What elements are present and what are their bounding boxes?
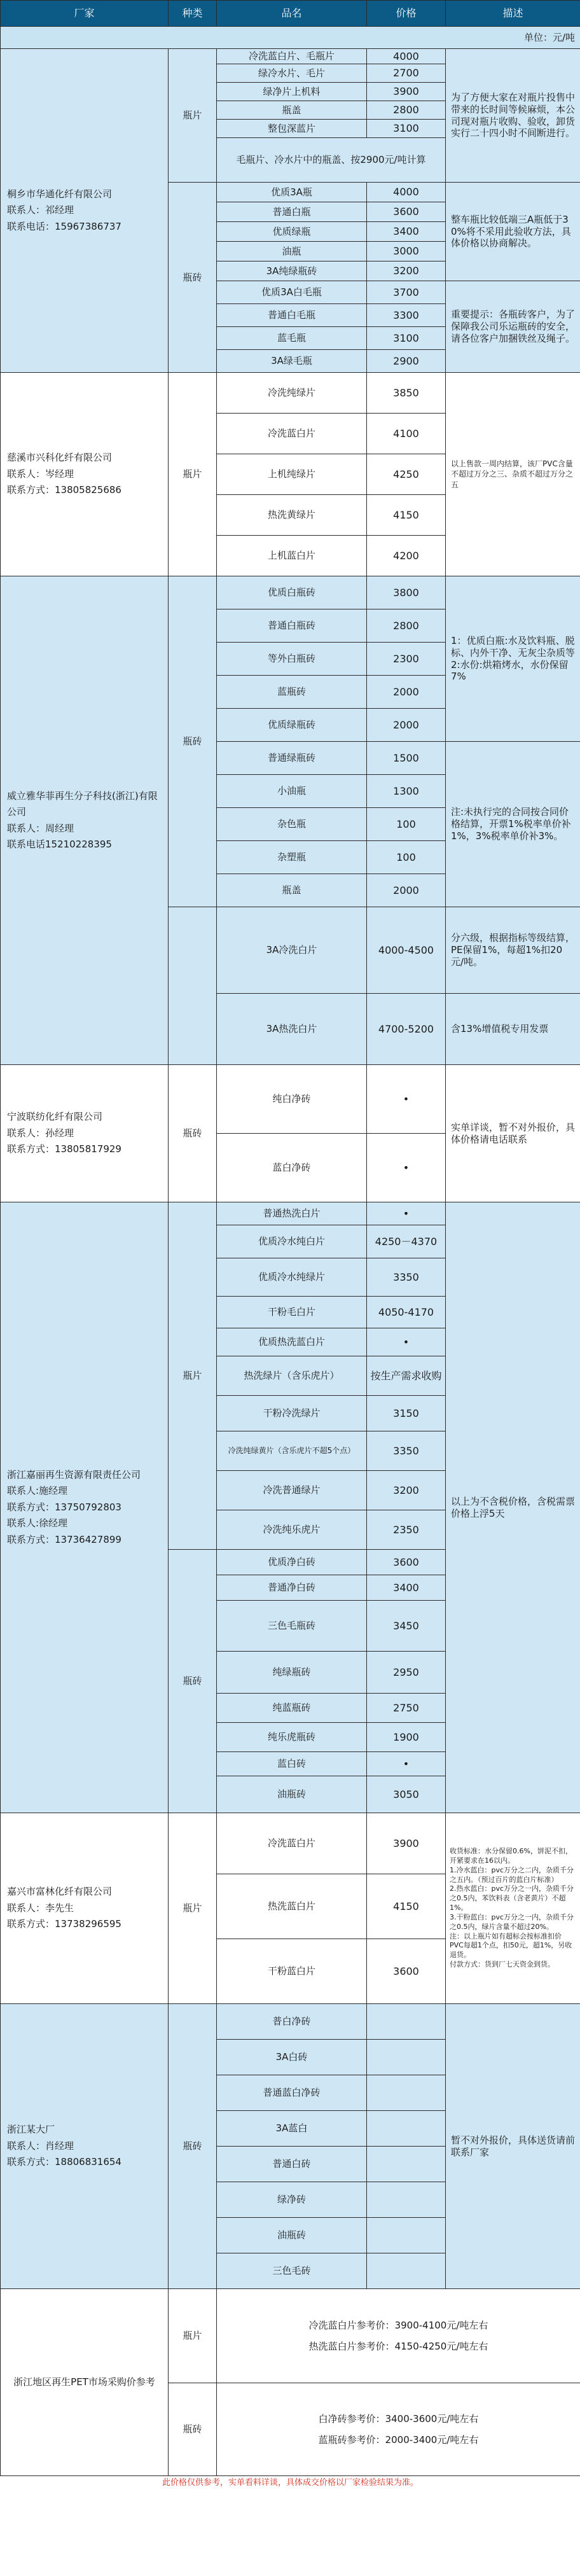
header-description: 描述 xyxy=(446,1,580,27)
table-row xyxy=(1,1202,580,1225)
product-price: 3050 xyxy=(367,1776,446,1813)
product-name: 上机蓝白片 xyxy=(217,536,367,576)
description-cell: 含13%增值税专用发票 xyxy=(446,994,580,1065)
product-price: • xyxy=(367,1328,446,1356)
product-name: 瓶盖 xyxy=(217,101,367,120)
product-name: 热洗绿片（含乐虎片） xyxy=(217,1356,367,1396)
product-name: 冷洗纯绿片 xyxy=(217,373,367,414)
product-name: 热洗黄绿片 xyxy=(217,495,367,536)
product-price: 2300 xyxy=(367,643,446,676)
company-contact: 联系人：肖经理 xyxy=(7,2140,74,2152)
product-name: 3A热洗白片 xyxy=(217,994,367,1065)
product-name: 热洗蓝白片 xyxy=(217,1874,367,1939)
product-name: 小油瓶 xyxy=(217,775,367,808)
table-row xyxy=(1,2289,580,2383)
product-name: 普白净砖 xyxy=(217,2004,367,2040)
company-cell xyxy=(1,2289,169,2476)
product-name: 优质3A瓶 xyxy=(217,183,367,202)
product-name: 3A白砖 xyxy=(217,2040,367,2075)
product-name: 3A蓝白 xyxy=(217,2111,367,2147)
product-price xyxy=(367,2218,446,2253)
type-cell: 瓶砖 xyxy=(169,183,217,373)
product-price: 3600 xyxy=(367,1939,446,2004)
product-price: 3100 xyxy=(367,120,446,138)
product-name: 三色毛砖 xyxy=(217,2253,367,2289)
product-name: 杂塑瓶 xyxy=(217,841,367,874)
product-price: 2800 xyxy=(367,609,446,643)
product-name: 普通白瓶砖 xyxy=(217,609,367,643)
unit-row xyxy=(1,27,580,49)
company-phone: 联系方式：13738296595 xyxy=(7,1918,121,1930)
product-price xyxy=(367,2075,446,2111)
product-price xyxy=(367,2004,446,2040)
product-price xyxy=(367,2253,446,2289)
table-row xyxy=(1,1813,580,1874)
company-cell xyxy=(1,373,169,576)
product-name: 3A冷洗白片 xyxy=(217,907,367,994)
reference-price-line: 冷洗蓝白片参考价：3900-4100元/吨左右 xyxy=(308,2319,488,2331)
header-product: 品名 xyxy=(217,1,367,27)
product-price: 3150 xyxy=(367,1396,446,1431)
company-cell xyxy=(1,49,169,373)
product-name: 干粉蓝白片 xyxy=(217,1939,367,2004)
product-price: 3600 xyxy=(367,1550,446,1575)
table-row xyxy=(1,49,580,64)
product-price: 3700 xyxy=(367,281,446,304)
company-phone-2: 联系方式：13736427899 xyxy=(7,1533,121,1545)
product-name: 普通热洗白片 xyxy=(217,1202,367,1225)
product-name: 纯乐虎瓶砖 xyxy=(217,1723,367,1752)
product-price: 3300 xyxy=(367,304,446,327)
description-cell: 以上为不含税价格，含税需票价格上浮5天 xyxy=(446,1202,580,1813)
product-name: 普通绿瓶砖 xyxy=(217,742,367,775)
product-price: 3400 xyxy=(367,1575,446,1601)
table-row xyxy=(1,2004,580,2040)
product-name: 优质冷水纯绿片 xyxy=(217,1258,367,1297)
product-price: 3600 xyxy=(367,202,446,222)
product-name: 蓝瓶砖 xyxy=(217,676,367,709)
product-name: 优质净白砖 xyxy=(217,1550,367,1575)
product-price: 4000 xyxy=(367,49,446,64)
footer-row xyxy=(1,2476,580,2491)
product-price: 4250－4370 xyxy=(367,1225,446,1258)
description-cell: 整车瓶比较低端三A瓶低于30%将不采用此验收方法，具体价格以协商解决。 xyxy=(446,183,580,281)
product-price: • xyxy=(367,1065,446,1134)
product-price: 1500 xyxy=(367,742,446,775)
product-price: 2750 xyxy=(367,1694,446,1723)
product-name: 纯绿瓶砖 xyxy=(217,1652,367,1694)
product-price: 2950 xyxy=(367,1652,446,1694)
product-name: 三色毛瓶砖 xyxy=(217,1601,367,1652)
company-phone: 联系方式：18806831654 xyxy=(7,2156,121,2168)
type-cell: 瓶片 xyxy=(169,49,217,183)
company-name: 宁波联纺化纤有限公司 xyxy=(7,1111,103,1123)
product-price: 3450 xyxy=(367,1601,446,1652)
company-phone: 联系电话：15967386737 xyxy=(7,220,121,232)
product-name: 优质3A白毛瓶 xyxy=(217,281,367,304)
product-name: 绿冷水片、毛片 xyxy=(217,64,367,83)
company-cell xyxy=(1,1065,169,1202)
product-price: 2000 xyxy=(367,874,446,907)
product-price: 2000 xyxy=(367,676,446,709)
product-name: 油瓶砖 xyxy=(217,2218,367,2253)
type-cell: 瓶片 xyxy=(169,2289,217,2383)
product-price: 3200 xyxy=(367,261,446,281)
reference-price-line: 白净砖参考价：3400-3600元/吨左右 xyxy=(318,2412,479,2425)
product-price: 按生产需求收购 xyxy=(367,1356,446,1396)
product-price: 3850 xyxy=(367,373,446,414)
type-cell: 瓶砖 xyxy=(169,2004,217,2289)
company-phone: 联系方式：13805825686 xyxy=(7,484,121,496)
product-price: 3900 xyxy=(367,83,446,101)
product-name: 上机纯绿片 xyxy=(217,454,367,495)
type-cell: 瓶片 xyxy=(169,373,217,576)
product-name: 蓝白净砖 xyxy=(217,1134,367,1202)
type-cell: 瓶砖 xyxy=(169,576,217,907)
product-name: 优质绿瓶 xyxy=(217,222,367,242)
header-factory: 厂家 xyxy=(1,1,169,27)
product-price: 2800 xyxy=(367,101,446,120)
product-name: 纯白净砖 xyxy=(217,1065,367,1134)
product-name: 绿净砖 xyxy=(217,2182,367,2218)
company-contact-2: 联系人:徐经理 xyxy=(7,1517,68,1529)
table-row xyxy=(1,576,580,609)
product-name: 冷洗纯绿黄片（含乐虎片不超5个点） xyxy=(217,1431,367,1471)
product-price: 3200 xyxy=(367,1471,446,1510)
product-price: 3800 xyxy=(367,576,446,609)
reference-price-cell xyxy=(217,2383,580,2476)
product-name: 普通白砖 xyxy=(217,2147,367,2182)
header-price: 价格 xyxy=(367,1,446,27)
product-name: 优质热洗蓝白片 xyxy=(217,1328,367,1356)
product-name: 冷洗纯乐虎片 xyxy=(217,1510,367,1550)
reference-price-cell xyxy=(217,2289,580,2383)
product-name: 油瓶 xyxy=(217,242,367,261)
product-name: 蓝毛瓶 xyxy=(217,327,367,350)
header-type: 种类 xyxy=(169,1,217,27)
company-contact: 联系人：岑经理 xyxy=(7,468,74,480)
product-name: 普通白毛瓶 xyxy=(217,304,367,327)
product-price: 4250 xyxy=(367,454,446,495)
product-name: 冷洗蓝白片 xyxy=(217,414,367,454)
type-cell: 瓶片 xyxy=(169,1813,217,2004)
product-price: • xyxy=(367,1134,446,1202)
company-contact: 联系人：周经理 xyxy=(7,822,74,834)
product-name: 优质绿瓶砖 xyxy=(217,709,367,742)
footer-disclaimer: 此价格仅供参考，实单看料详谈，具体成交价格以厂家检验结果为准。 xyxy=(1,2476,580,2491)
description-cell: 注:未执行完的合同按合同价格结算，开票1%税率单价补1%，3%税率单价补3%。 xyxy=(446,742,580,907)
company-name: 嘉兴市富林化纤有限公司 xyxy=(7,1886,113,1898)
description-cell: 分六级，根据指标等级结算，PE保留1%，每超1%扣20元/吨。 xyxy=(446,907,580,994)
product-name: 普通蓝白净砖 xyxy=(217,2075,367,2111)
product-price: 3350 xyxy=(367,1258,446,1297)
product-name: 优质白瓶砖 xyxy=(217,576,367,609)
company-cell xyxy=(1,2004,169,2289)
company-name: 桐乡市华通化纤有限公司 xyxy=(7,188,113,200)
header-row xyxy=(1,1,580,27)
company-phone: 联系方式：13750792803 xyxy=(7,1501,121,1513)
type-cell: 瓶片 xyxy=(169,1202,217,1550)
product-price xyxy=(367,2111,446,2147)
product-name: 冷洗蓝白片 xyxy=(217,1813,367,1874)
product-price: • xyxy=(367,1752,446,1776)
product-name: 干粉毛白片 xyxy=(217,1297,367,1328)
product-price: 4700-5200 xyxy=(367,994,446,1065)
product-price xyxy=(367,2147,446,2182)
type-cell: 瓶砖 xyxy=(169,2383,217,2476)
type-cell: 瓶砖 xyxy=(169,1065,217,1202)
product-price: 4000-4500 xyxy=(367,907,446,994)
product-name: 蓝白砖 xyxy=(217,1752,367,1776)
unit-label: 单位：元/吨 xyxy=(1,27,580,49)
company-phone: 联系电话15210228395 xyxy=(7,839,112,850)
table-row xyxy=(1,373,580,414)
table-row xyxy=(1,1065,580,1134)
product-name: 优质冷水纯白片 xyxy=(217,1225,367,1258)
company-contact: 联系人：孙经理 xyxy=(7,1127,74,1139)
company-cell xyxy=(1,576,169,1065)
description-cell: 为了方便大家在对瓶片投售中带来的长时间等候麻烦，本公司现对瓶片收购、验收，卸货实行二十四小时不间断进行。 xyxy=(446,49,580,183)
product-price: 4050-4170 xyxy=(367,1297,446,1328)
description-cell: 暂不对外报价，具体送货请前联系厂家 xyxy=(446,2004,580,2289)
product-price: 2000 xyxy=(367,709,446,742)
reference-price-line: 蓝瓶砖参考价：2000-3400元/吨左右 xyxy=(318,2433,479,2446)
company-name: 慈溪市兴科化纤有限公司 xyxy=(7,452,113,464)
product-name: 瓶盖 xyxy=(217,874,367,907)
product-price xyxy=(367,2182,446,2218)
company-cell xyxy=(1,1813,169,2004)
product-name: 纯蓝瓶砖 xyxy=(217,1694,367,1723)
product-price: 3000 xyxy=(367,242,446,261)
description-cell: 收货标准：水分保留0.6%，饼泥不扣，开紧要求在16以内。 1.冷水蓝白：pvc万分之二内，杂质千分之五内。（预过百片的蓝白片标准） 2.热水蓝白：pvc万分之一内，杂质千分之0.5内，苯饮料表（含老黄片）不超1%。 3.干粉蓝白：pvc万分之一内，杂质千分之0.5内，绿片含量不超过20%。 注：以上瓶片如有超标会按标准扣价 PVC每超1个点，扣50元，超1%，另收退货。 付款方式：货到厂七天资金到货。 xyxy=(446,1813,580,2004)
product-name: 3A纯绿瓶砖 xyxy=(217,261,367,281)
product-price: 4200 xyxy=(367,536,446,576)
company-contact: 联系人：祁经理 xyxy=(7,204,74,216)
product-price: 2700 xyxy=(367,64,446,83)
product-name: 普通白瓶 xyxy=(217,202,367,222)
company-name: 浙江某大厂 xyxy=(7,2124,55,2136)
reference-price-line: 热洗蓝白片参考价：4150-4250元/吨左右 xyxy=(308,2340,488,2352)
product-price xyxy=(367,2040,446,2075)
product-name: 冷洗普通绿片 xyxy=(217,1471,367,1510)
type-cell xyxy=(169,907,217,1065)
product-name: 油瓶砖 xyxy=(217,1776,367,1813)
description-cell: 实单详谈，暂不对外报价，具体价格请电话联系 xyxy=(446,1065,580,1202)
product-price: 2900 xyxy=(367,350,446,373)
type-cell: 瓶砖 xyxy=(169,1550,217,1813)
product-name: 整包深蓝片 xyxy=(217,120,367,138)
description-cell: 重要提示：各瓶砖客户，为了保障我公司乐运瓶砖的安全，请各位客户加捆铁丝及绳子。 xyxy=(446,281,580,373)
product-name: 绿净片上机料 xyxy=(217,83,367,101)
product-name: 冷洗蓝白片、毛瓶片 xyxy=(217,49,367,64)
company-contact: 联系人：李先生 xyxy=(7,1902,74,1914)
company-name: 浙江地区再生PET市场采购价参考 xyxy=(13,2376,155,2388)
description-cell: 1：优质白瓶:水及饮料瓶、脱标、内外干净、无灰尘杂质等 2:水份:烘箱烤水，水份保留7% xyxy=(446,576,580,742)
company-contact: 联系人:施经理 xyxy=(7,1485,68,1497)
product-name: 等外白瓶砖 xyxy=(217,643,367,676)
bottle-cap-note: 毛瓶片、冷水片中的瓶盖、按2900元/吨计算 xyxy=(217,138,446,183)
product-name: 干粉冷洗绿片 xyxy=(217,1396,367,1431)
product-price: 100 xyxy=(367,841,446,874)
description-cell: 以上售款一周内结算，该厂PVC含量不超过万分之三、杂质不超过万分之五 xyxy=(446,373,580,576)
product-price: 4150 xyxy=(367,1874,446,1939)
company-phone: 联系方式：13805817929 xyxy=(7,1143,121,1155)
product-price: 2350 xyxy=(367,1510,446,1550)
company-cell xyxy=(1,1202,169,1813)
product-price: 3100 xyxy=(367,327,446,350)
product-price: • xyxy=(367,1202,446,1225)
company-name: 浙江嘉丽再生资源有限责任公司 xyxy=(7,1468,141,1480)
product-price: 3350 xyxy=(367,1431,446,1471)
product-price: 1900 xyxy=(367,1723,446,1752)
product-name: 3A绿毛瓶 xyxy=(217,350,367,373)
product-price: 3400 xyxy=(367,222,446,242)
product-price: 3900 xyxy=(367,1813,446,1874)
company-name: 威立雅华菲再生分子科技(浙江)有限公司 xyxy=(7,790,158,818)
product-price: 100 xyxy=(367,808,446,841)
product-price: 4000 xyxy=(367,183,446,202)
product-price: 1300 xyxy=(367,775,446,808)
product-name: 杂色瓶 xyxy=(217,808,367,841)
product-name: 普通净白砖 xyxy=(217,1575,367,1601)
product-price: 4150 xyxy=(367,495,446,536)
product-price: 4100 xyxy=(367,414,446,454)
